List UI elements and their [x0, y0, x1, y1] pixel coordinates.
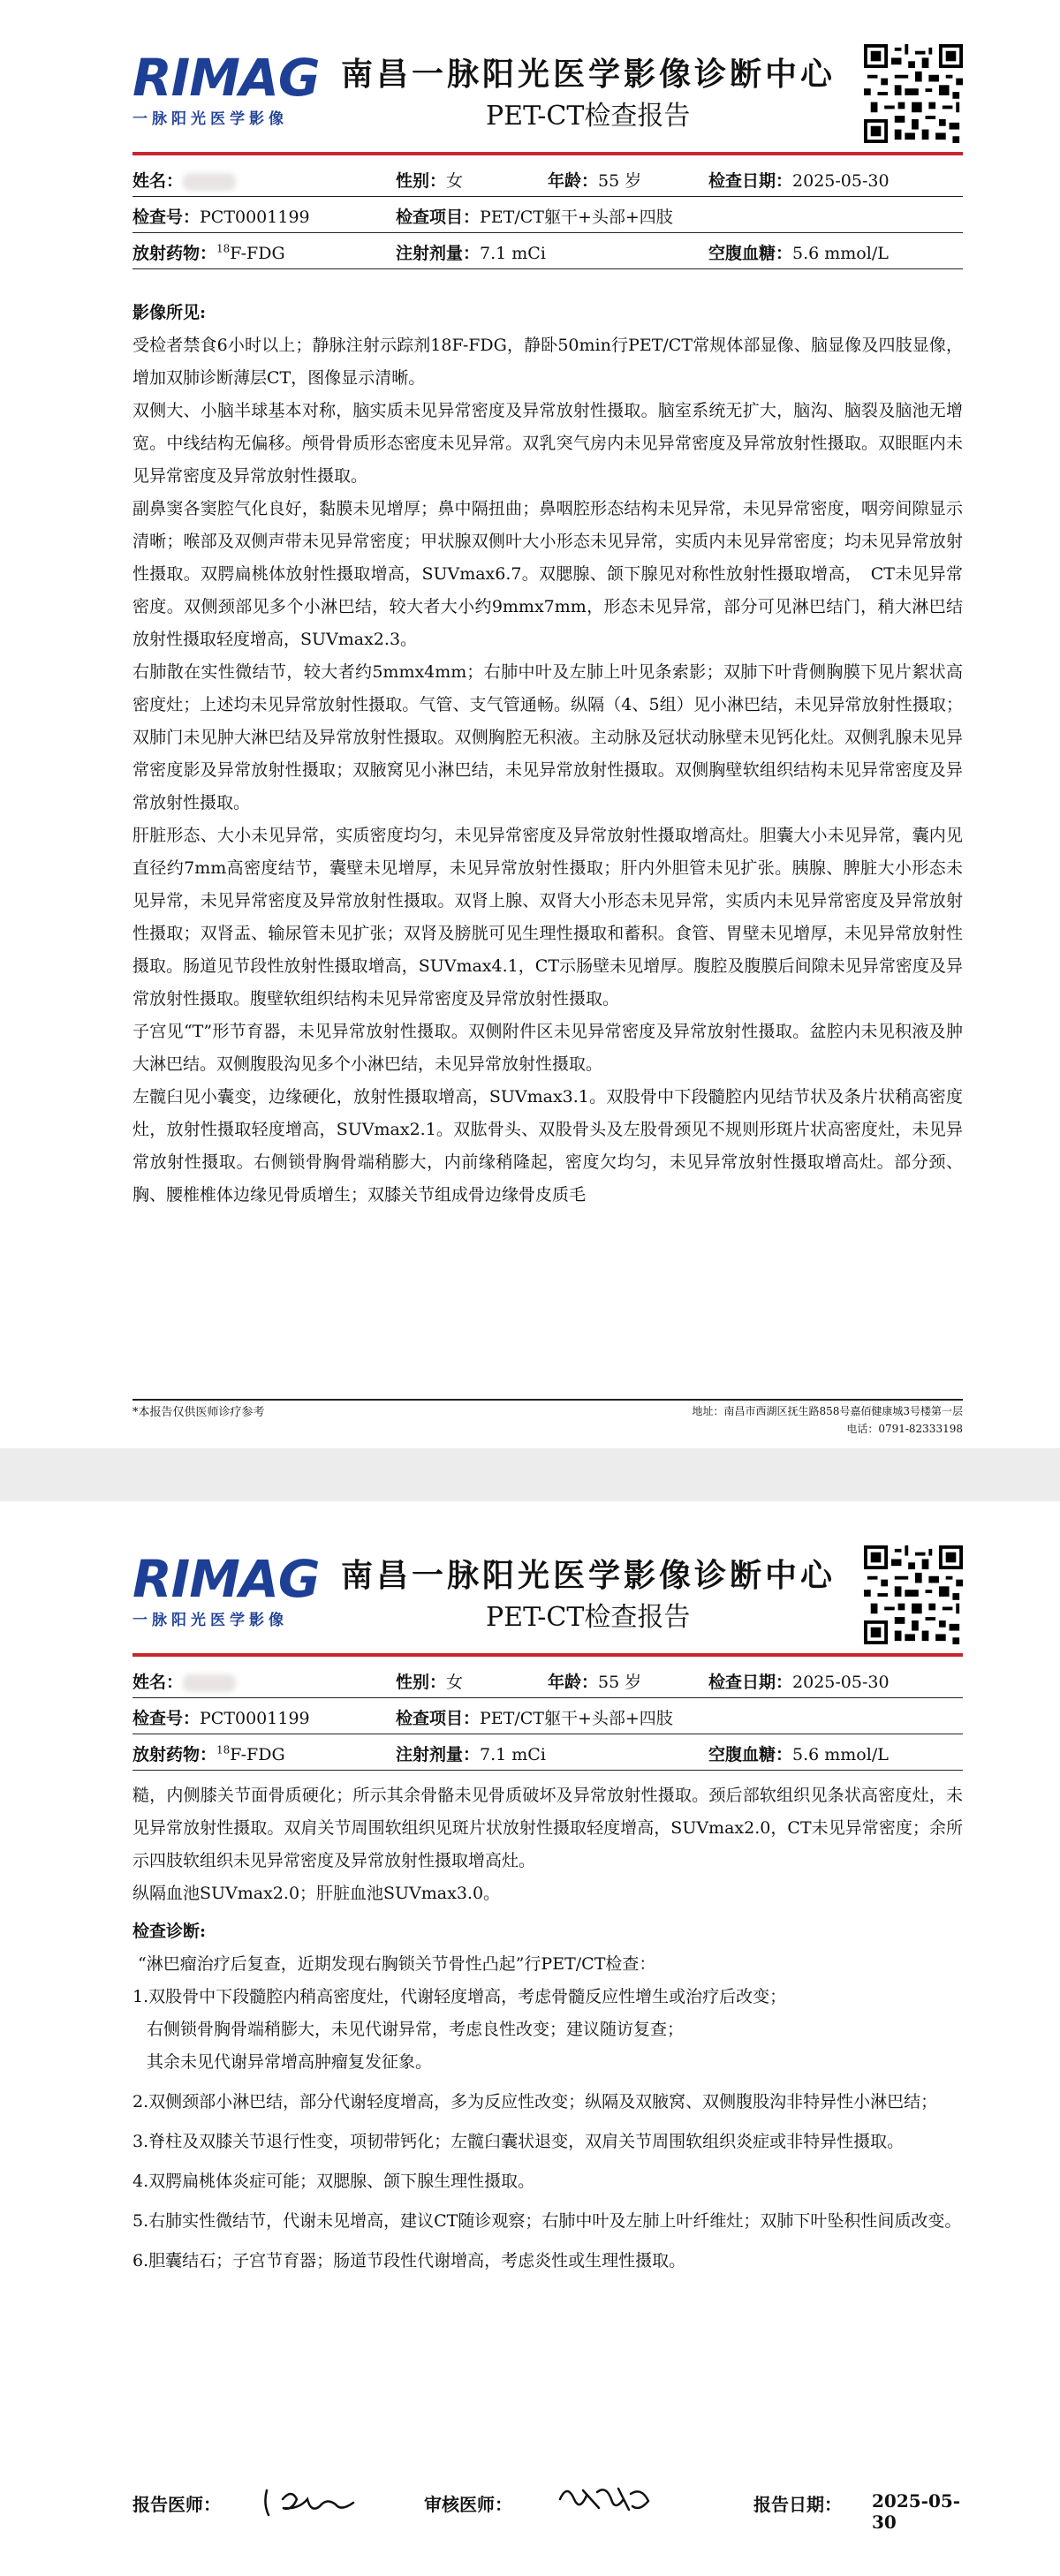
findings-continued [132, 1779, 963, 2278]
rimag-logo [132, 48, 327, 140]
logo-subtitle: 一脉阳光医学影像 [132, 1612, 288, 1629]
qr-code-icon [864, 1545, 963, 1644]
gender-value: 女 [446, 171, 464, 191]
findings-paragraph: 左髋臼见小囊变，边缘硬化，放射性摄取增高，SUVmax3.1。双股骨中下段髓腔内见结节状及条片状稍高密度灶，放射性摄取轻度增高，SUVmax2.1。双肱骨头、双股骨头及左股骨颈见不规则形斑片状高密度灶，未见异常放射性摄取。右侧锁骨胸骨端稍膨大，内前缘稍隆起，密度欠均匀，未见异常放射性摄取增高灶。部分颈、胸、腰椎椎体边缘见骨质增生；双膝关节组成骨边缘骨皮质毛 [132, 1087, 963, 1205]
date-label: 检查日期： [708, 1673, 793, 1692]
report-title: PET-CT检查报告 [486, 101, 691, 132]
gender-value: 女 [446, 1673, 464, 1692]
patient-info [132, 161, 963, 269]
tracer-label: 放射药物： [132, 1745, 217, 1764]
diagnosis-title: 检查诊断: [132, 1922, 207, 1941]
footer-phone: 电话：0791-82333198 [846, 1423, 963, 1435]
exam-item-value: PET/CT躯干+头部+四肢 [480, 208, 673, 227]
exam-no-value: PCT0001199 [200, 1709, 310, 1728]
rimag-logo [132, 1549, 327, 1641]
findings-paragraph: 肝脏形态、大小未见异常，实质密度均匀，未见异常密度及异常放射性摄取增高灶。胆囊大小未见异常，囊内见直径约7mm高密度结节，囊壁未见增厚，未见异常放射性摄取；肝内外胆管未见扩张。胰腺、脾脏大小形态未见异常，未见异常密度及异常放射性摄取。双肾上腺、双肾大小形态未见异常，实质内未见异常密度及异常放射性摄取；双肾盂、输尿管未见扩张；双肾及膀胱可见生理性摄取和蓄积。食管、胃壁未见增厚，未见异常放射性摄取。肠道见节段性放射性摄取增高，SUVmax4.1，CT示肠壁未见增厚。腹腔及腹膜后间隙未见异常密度及异常放射性摄取。腹壁软组织结构未见异常密度及异常放射性摄取。 [132, 826, 963, 1008]
info-row-1 [132, 161, 963, 197]
date-value: 2025-05-30 [792, 171, 890, 191]
dose-label: 注射剂量： [396, 244, 481, 263]
info-row-2 [132, 197, 963, 233]
report-header [132, 1537, 963, 1651]
diagnosis-item: 3.脊柱及双膝关节退行性变，项韧带钙化；左髋臼囊状退变，双肩关节周围软组织炎症或非特异性摄取。 [132, 2132, 905, 2151]
date-value: 2025-05-30 [792, 1673, 890, 1692]
reviewer-label: 审核医师： [424, 2494, 512, 2515]
patient-info [132, 1662, 963, 1771]
exam-item-label: 检查项目： [396, 208, 481, 227]
findings-paragraph: 糙，内侧膝关节面骨质硬化；所示其余骨骼未见骨质破坏及异常放射性摄取。颈后部软组织见条状高密度灶，未见异常放射性摄取。双肩关节周围软组织见斑片状放射性摄取轻度增高，SUVmax2.0，CT未见异常密度；余所示四肢软组织未见异常密度及异常放射性摄取增高灶。 [132, 1786, 963, 1870]
age-value: 55 岁 [598, 1673, 642, 1692]
name-label: 姓名： [132, 171, 184, 191]
reporter-label: 报告医师： [132, 2494, 221, 2515]
tracer-value: F-FDG [230, 244, 285, 263]
exam-item-label: 检查项目： [396, 1709, 481, 1728]
findings-paragraph: 子宫见“T”形节育器，未见异常放射性摄取。双侧附件区未见异常密度及异常放射性摄取。盆腔内未见积液及肿大淋巴结。双侧腹股沟见多个小淋巴结，未见异常放射性摄取。 [132, 1022, 963, 1074]
report-title: PET-CT检查报告 [486, 1602, 691, 1633]
logo-subtitle: 一脉阳光医学影像 [132, 110, 288, 128]
findings-paragraph: 副鼻窦各窦腔气化良好，黏膜未见增厚；鼻中隔扭曲；鼻咽腔形态结构未见异常，未见异常密度，咽旁间隙显示清晰；喉部及双侧声带未见异常密度；甲状腺双侧叶大小形态未见异常，实质内未见异常密度；均未见异常放射性摄取。双腭扁桃体放射性摄取增高，SUVmax6.7。双腮腺、颌下腺见对称性放射性摄取增高， CT未见异常密度。双侧颈部见多个小淋巴结，较大者大小约9mmx7mm，形态未见异常，部分可见淋巴结门，稍大淋巴结放射性摄取轻度增高，SUVmax2.3。 [132, 499, 963, 649]
date-label: 检查日期： [708, 171, 793, 191]
exam-no-value: PCT0001199 [200, 208, 310, 227]
gender-label: 性别： [396, 1673, 447, 1692]
age-label: 年龄： [548, 1673, 599, 1692]
glucose-label: 空腹血糖： [708, 244, 793, 263]
diagnosis-subitem: 其余未见代谢异常增高肿瘤复发征象。 [147, 2052, 433, 2072]
qr-code-icon [864, 44, 963, 143]
logo-wordmark: RIMAG [132, 48, 320, 108]
gender-label: 性别： [396, 171, 447, 191]
glucose-value: 5.6 mmol/L [792, 244, 889, 263]
findings-section [132, 291, 963, 1212]
report-date-label: 报告日期： [753, 2494, 842, 2515]
diagnosis-intro: “淋巴瘤治疗后复查，近期发现右胸锁关节骨性凸起”行PET/CT检查： [138, 1954, 656, 1974]
exam-no-label: 检查号： [132, 1709, 201, 1728]
header-rule [132, 152, 963, 155]
footer-note: *本报告仅供医师诊疗参考 [132, 1406, 265, 1419]
reviewer-signature-icon [548, 2473, 662, 2526]
exam-no-label: 检查号： [132, 208, 201, 227]
footer-rule [132, 1399, 963, 1401]
footer-contact [692, 1402, 963, 1438]
age-value: 55 岁 [598, 171, 642, 191]
glucose-value: 5.6 mmol/L [792, 1745, 889, 1764]
report-date-value: 2025-05-30 [872, 2490, 961, 2533]
exam-item-value: PET/CT躯干+头部+四肢 [480, 1709, 673, 1728]
info-row-2 [132, 1698, 963, 1734]
diagnosis-item: 6.胆囊结石；子宫节育器；肠道节段性代谢增高，考虑炎性或生理性摄取。 [132, 2251, 686, 2270]
diagnosis-subitem: 右侧锁骨胸骨端稍膨大，未见代谢异常，考虑良性改变；建议随访复查； [147, 2020, 685, 2039]
blood-pool-values: 纵隔血池SUVmax2.0；肝脏血池SUVmax3.0。 [132, 1884, 501, 1903]
report-header [132, 35, 963, 150]
findings-paragraph: 双侧大、小脑半球基本对称，脑实质未见异常密度及异常放射性摄取。脑室系统无扩大，脑沟、脑裂及脑池无增宽。中线结构无偏移。颅骨骨质形态密度未见异常。双乳突气房内未见异常密度及异常放射性摄取。双眼眶内未见异常密度及异常放射性摄取。 [132, 401, 963, 486]
diagnosis-item: 5.右肺实性微结节，代谢未见增高，建议CT随诊观察；右肺中叶及左肺上叶纤维灶；双肺下叶坠积性间质改变。 [132, 2211, 962, 2231]
tracer-isotope: 18 [216, 1743, 231, 1756]
tracer-isotope: 18 [216, 242, 231, 255]
dose-label: 注射剂量： [396, 1745, 481, 1764]
findings-paragraph: 右肺散在实性微结节，较大者约5mmx4mm；右肺中叶及左肺上叶见条索影；双肺下叶背侧胸膜下见片絮状高密度灶；上述均未见异常放射性摄取。气管、支气管通畅。纵隔（4、5组）见小淋巴结，未见异常放射性摄取；双肺门未见肿大淋巴结及异常放射性摄取。双侧胸腔无积液。主动脉及冠状动脉壁未见钙化灶。双侧乳腺未见异常密度影及异常放射性摄取；双腋窝见小淋巴结，未见异常放射性摄取。双侧胸壁软组织结构未见异常密度及异常放射性摄取。 [132, 662, 963, 812]
name-label: 姓名： [132, 1673, 184, 1692]
diagnosis-item: 2.双侧颈部小淋巴结，部分代谢轻度增高，多为反应性改变；纵隔及双腋窝、双侧腹股沟非特异性小淋巴结； [132, 2092, 938, 2111]
center-name: 南昌一脉阳光医学影像诊断中心 [341, 1558, 837, 1594]
findings-title: 影像所见: [132, 303, 207, 322]
info-row-3 [132, 233, 963, 269]
info-row-3 [132, 1734, 963, 1771]
center-name: 南昌一脉阳光医学影像诊断中心 [341, 57, 837, 93]
glucose-label: 空腹血糖： [708, 1745, 793, 1764]
name-redacted [183, 173, 236, 191]
header-rule [132, 1653, 963, 1657]
findings-paragraph: 受检者禁食6小时以上；静脉注射示踪剂18F-FDG，静卧50min行PET/CT常规体部显像、脑显像及四肢显像，增加双肺诊断薄层CT，图像显示清晰。 [132, 336, 963, 388]
signature-row [132, 2473, 963, 2533]
tracer-label: 放射药物： [132, 244, 217, 263]
name-redacted [183, 1674, 236, 1692]
diagnosis-item: 4.双腭扁桃体炎症可能；双腮腺、颌下腺生理性摄取。 [132, 2172, 535, 2191]
dose-value: 7.1 mCi [480, 244, 546, 263]
diagnosis-item: 1.双股骨中下段髓腔内稍高密度灶，代谢轻度增高，考虑骨髓反应性增生或治疗后改变； [132, 1987, 787, 2006]
tracer-value: F-FDG [230, 1745, 285, 1764]
footer-address: 地址：南昌市西湖区抚生路858号嘉佰健康城3号楼第一层 [692, 1405, 963, 1417]
logo-wordmark: RIMAG [132, 1549, 320, 1609]
report-page-2 [0, 1501, 1060, 2576]
dose-value: 7.1 mCi [480, 1745, 546, 1764]
reporter-signature-icon [256, 2473, 371, 2526]
age-label: 年龄： [548, 171, 599, 191]
info-row-1 [132, 1662, 963, 1698]
